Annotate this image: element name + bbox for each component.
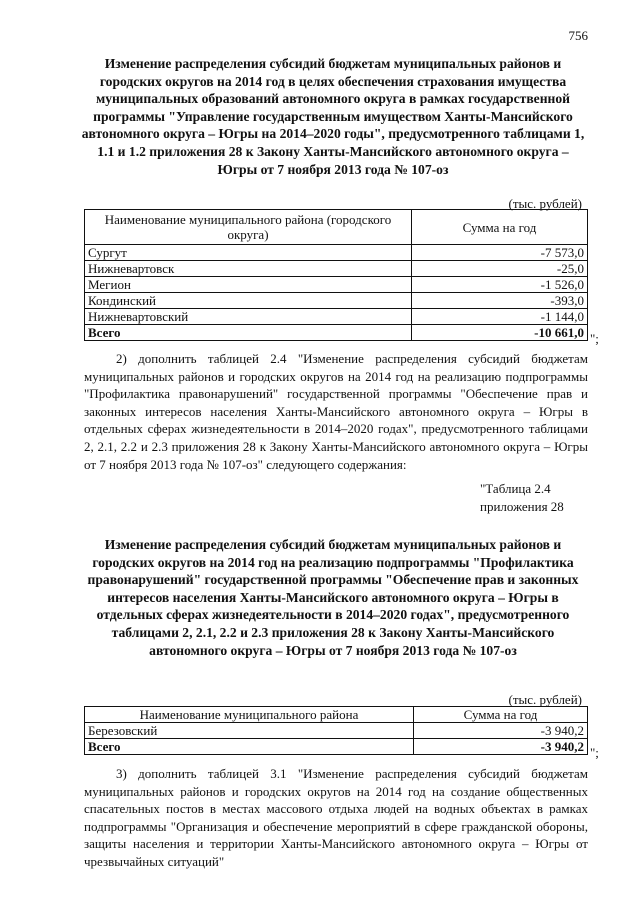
row-value: -7 573,0 <box>412 245 588 261</box>
section2-title: Изменение распределения субсидий бюджетам муниципальных районов и городских округов на 2014 год на реализацию подпрограммы "Профилактика правонарушений" государственной программы "Обеспечение прав и законных интересов населения Ханты-Мансийского автономного округа – Югры в отдельных сферах жизнедеятельности в 2014–2020 годах", предусмотренного таблицами 2, 2.1, 2.2 и 2.3 приложения 28 к Закону Ханты-Мансийского автономного округа – Югры от 7 ноября 2013 года № 107-оз <box>87 537 579 658</box>
section1-units: (тыс. рублей) <box>508 196 582 211</box>
row-value: -25,0 <box>412 261 588 277</box>
header-name-cell: Наименование муниципального района (городского округа) <box>85 210 412 245</box>
row-value: -1 144,0 <box>412 309 588 325</box>
table-row <box>85 277 588 293</box>
paragraph-2: 2) дополнить таблицей 2.4 "Изменение распределения субсидий бюджетам муниципальных районов и городских округов на 2014 год на реализацию подпрограммы "Профилактика правонарушений" государственной программы "Обеспечение прав и законных интересов населения Ханты-Мансийского автономного округа – Югры в отдельных сферах жизнедеятельности в 2014–2020 годах", предусмотренного таблицами 2, 2.1, 2.2 и 2.3 приложения 28 к Закону Ханты-Мансийского автономного округа – Югры от 7 ноября 2013 года № 107-оз" следующего содержания: <box>84 351 588 472</box>
header-sum-cell: Сумма на год <box>414 707 588 723</box>
row-name: Нижневартовский <box>85 309 412 325</box>
closing-quote-1: "; <box>590 331 599 346</box>
row-name: Нижневартовск <box>85 261 412 277</box>
row-name: Березовский <box>85 723 414 739</box>
table-row <box>85 723 588 739</box>
paragraph-3: 3) дополнить таблицей 3.1 "Изменение распределения субсидий бюджетам муниципальных районов и городских округов на 2014 год на создание общественных спасательных постов в местах массового отдыха людей на водных объектах в рамках подпрограммы "Организация и обеспечение мероприятий в сфере гражданской обороны, защиты населения и территории Ханты-Мансийского автономного округа – Югры от чрезвычайных ситуаций" <box>84 766 588 869</box>
table-row <box>85 293 588 309</box>
row-name: Кондинский <box>85 293 412 309</box>
closing-quote-2: "; <box>590 745 599 760</box>
row-name: Мегион <box>85 277 412 293</box>
total-value: -10 661,0 <box>412 325 588 341</box>
section1-title: Изменение распределения субсидий бюджетам муниципальных районов и городских округов на 2014 год в целях обеспечения страхования имущества муниципальных образований автономного округа в рамках государственной программы "Управление государственным имуществом Ханты-Мансийского автономного округа – Югры на 2014–2020 годы", предусмотренного таблицами 1, 1.1 и 1.2 приложения 28 к Закону Ханты-Мансийского автономного округа – Югры от 7 ноября 2013 года № 107-оз <box>81 56 585 177</box>
table-total-row <box>85 325 588 341</box>
section2-units: (тыс. рублей) <box>508 692 582 707</box>
page-number: 756 <box>568 28 588 43</box>
table-header-row <box>85 707 588 723</box>
table-ref-line-1: "Таблица 2.4 <box>480 481 551 496</box>
table-reference <box>480 480 564 515</box>
table-row <box>85 309 588 325</box>
table-ref-line-2: приложения 28 <box>480 498 564 514</box>
table-row <box>85 261 588 277</box>
row-value: -3 940,2 <box>414 723 588 739</box>
row-value: -393,0 <box>412 293 588 309</box>
table-total-row <box>85 739 588 755</box>
table-header-row <box>85 210 588 245</box>
table-row <box>85 245 588 261</box>
row-value: -1 526,0 <box>412 277 588 293</box>
total-label: Всего <box>85 739 414 755</box>
header-name-cell: Наименование муниципального района <box>85 707 414 723</box>
subsidy-table-1 <box>84 209 588 341</box>
row-name: Сургут <box>85 245 412 261</box>
total-value: -3 940,2 <box>414 739 588 755</box>
total-label: Всего <box>85 325 412 341</box>
header-sum-cell: Сумма на год <box>412 210 588 245</box>
subsidy-table-2 <box>84 706 588 755</box>
